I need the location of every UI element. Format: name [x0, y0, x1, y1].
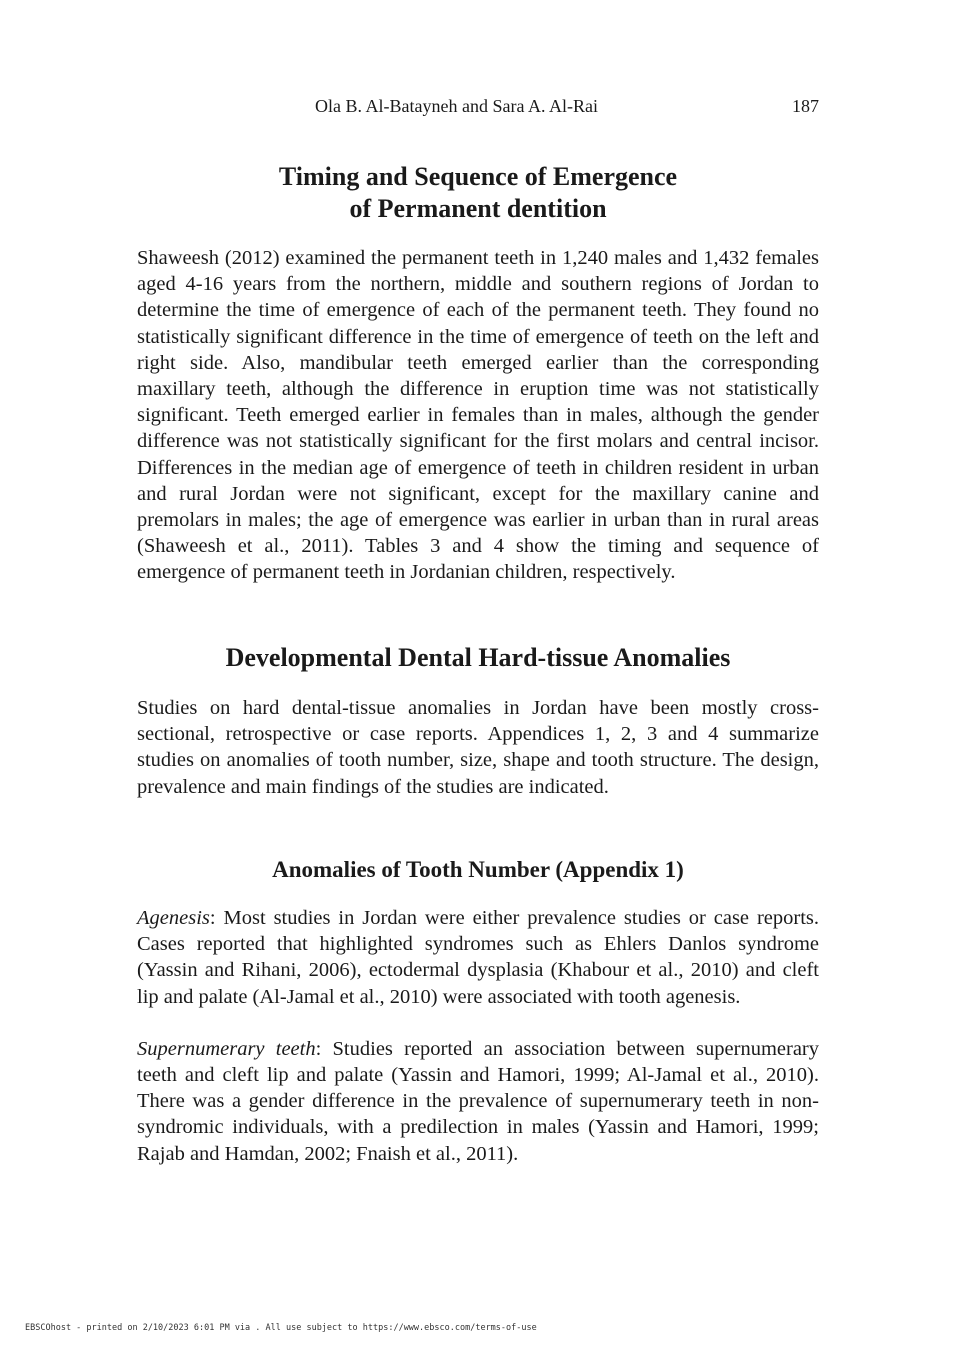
section-tooth-number [137, 856, 819, 1167]
section-timing [137, 161, 819, 586]
section-title-tooth-number: Anomalies of Tooth Number (Appendix 1) [272, 857, 684, 882]
section-title-timing-line2: of Permanent dentition [349, 194, 607, 223]
text-supernumerary: : Studies reported an association between supernumerary teeth and cleft lip and palate (Yassin and Hamori, 1999; Al-Jamal et al., 2010). There was a gender difference in the prevalence of supernumerary teeth in non-syndromic individuals, with a predilection in males (Yassin and Hamori, 1999; Rajab and Hamdan, 2002; Fnaish et al., 2011). [137, 1037, 820, 1165]
paragraph-timing: Shaweesh (2012) examined the permanent teeth in 1,240 males and 1,432 females aged 4-16 years from the northern, middle and southern regions of Jordan to determine the time of emergence of each of the permanent teeth. They found no statistically significant difference in the time of emergence of teeth on the left and right side. Also, mandibular teeth emerged earlier than the corresponding maxillary teeth, although the difference in eruption time was not statistically significant. Teeth emerged earlier in females than in males, although the gender difference was not statistically significant for the first molars and central incisor. Differences in the median age of emergence of teeth in children resident in urban and rural Jordan were not significant, except for the maxillary canine and premolars in males; the age of emergence was earlier in urban than in rural areas (Shaweesh et al., 2011). Tables 3 and 4 show the timing and sequence of emergence of permanent teeth in Jordanian children, respectively. [137, 247, 819, 584]
print-footer: EBSCOhost - printed on 2/10/2023 6:01 PM via . All use subject to https://www.ebsco.com/terms-of-use [25, 1323, 537, 1333]
page-number: 187 [792, 96, 819, 116]
section-title-anomalies: Developmental Dental Hard-tissue Anomalies [225, 643, 731, 672]
section-title-timing-line1: Timing and Sequence of Emergence [278, 162, 678, 191]
text-agenesis: : Most studies in Jordan were either prevalence studies or case reports. Cases reported that highlighted syndromes such as Ehlers Danlos syndrome (Yassin and Rihani, 2006), ectodermal dysplasia (Khabour et al., 2010) and cleft lip and palate (Al-Jamal et al., 2010) were associated with tooth agenesis. [137, 907, 819, 1008]
section-title-timing [137, 161, 819, 225]
paragraph-supernumerary [137, 1036, 819, 1167]
paragraph-agenesis [137, 905, 819, 1010]
paragraph-anomalies: Studies on hard dental-tissue anomalies in Jordan have been mostly cross-sectional, retrospective or case reports. Appendices 1, 2, 3 and 4 summarize studies on anomalies of tooth number, size, shape and tooth structure. The design, prevalence and main findings of the studies are indicated. [137, 697, 819, 798]
term-supernumerary: Supernumerary teeth [137, 1037, 316, 1060]
header-authors: Ola B. Al-Batayneh and Sara A. Al-Rai [315, 96, 598, 116]
running-header [137, 96, 819, 120]
section-anomalies [137, 642, 819, 800]
term-agenesis: Agenesis [137, 907, 210, 929]
